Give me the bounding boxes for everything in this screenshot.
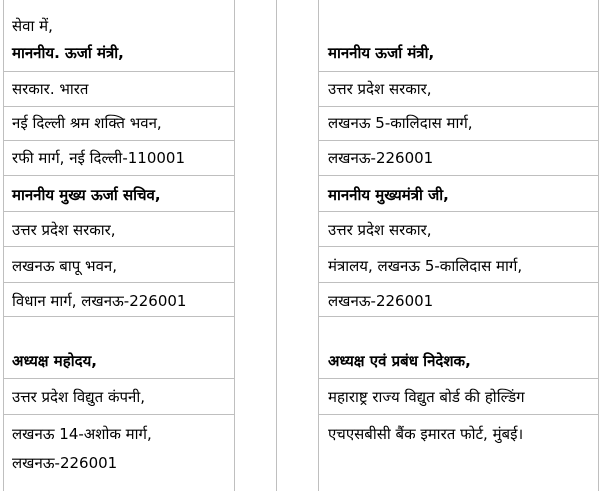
row-border [318,246,599,247]
address-line: महाराष्ट्र राज्य विद्युत बोर्ड की होल्डिंग [328,388,525,406]
address-line: लखनऊ बापू भवन, [12,257,118,275]
row-border [3,246,235,247]
row-border [318,282,599,283]
row-border [3,378,235,379]
row-border [318,71,599,72]
recipient-heading: माननीय मुख्यमंत्री जी, [328,186,449,204]
column-divider-2 [276,0,277,491]
row-border [3,140,235,141]
address-line: उत्तर प्रदेश विद्युत कंपनी, [12,388,145,406]
address-line: लखनऊ 14-अशोक मार्ग, [12,425,152,443]
address-line: विधान मार्ग, लखनऊ-226001 [12,292,187,310]
address-line: मंत्रालय, लखनऊ 5-कालिदास मार्ग, [328,257,523,275]
recipient-heading: माननीय. ऊर्जा मंत्री, [12,44,124,62]
row-border [3,211,235,212]
recipient-heading: अध्यक्ष महोदय, [12,352,97,370]
row-border [318,414,599,415]
address-line: उत्तर प्रदेश सरकार, [12,221,116,239]
address-line: उत्तर प्रदेश सरकार, [328,221,432,239]
address-line: लखनऊ-226001 [12,454,118,472]
row-border [3,414,235,415]
row-border [3,106,235,107]
row-border [318,106,599,107]
address-line: लखनऊ 5-कालिदास मार्ग, [328,114,473,132]
address-line: नई दिल्ली श्रम शक्ति भवन, [12,114,162,132]
row-border [318,140,599,141]
recipient-heading: अध्यक्ष एवं प्रबंध निदेशक, [328,352,471,370]
row-border [318,316,599,317]
address-line: सरकार. भारत [12,80,89,98]
row-border [318,378,599,379]
row-border [3,282,235,283]
recipient-heading: माननीय ऊर्जा मंत्री, [328,44,435,62]
row-border [3,316,235,317]
address-line: उत्तर प्रदेश सरकार, [328,80,432,98]
address-line: एचएसबीसी बैंक इमारत फोर्ट, मुंबई। [328,425,524,443]
recipient-heading: माननीय मुख्य ऊर्जा सचिव, [12,186,161,204]
row-border [318,211,599,212]
row-border [318,175,599,176]
greeting: सेवा में, [12,17,53,35]
address-line: लखनऊ-226001 [328,292,434,310]
row-border [3,175,235,176]
address-line: रफी मार्ग, नई दिल्ली-110001 [12,149,185,167]
row-border [3,71,235,72]
address-line: लखनऊ-226001 [328,149,434,167]
